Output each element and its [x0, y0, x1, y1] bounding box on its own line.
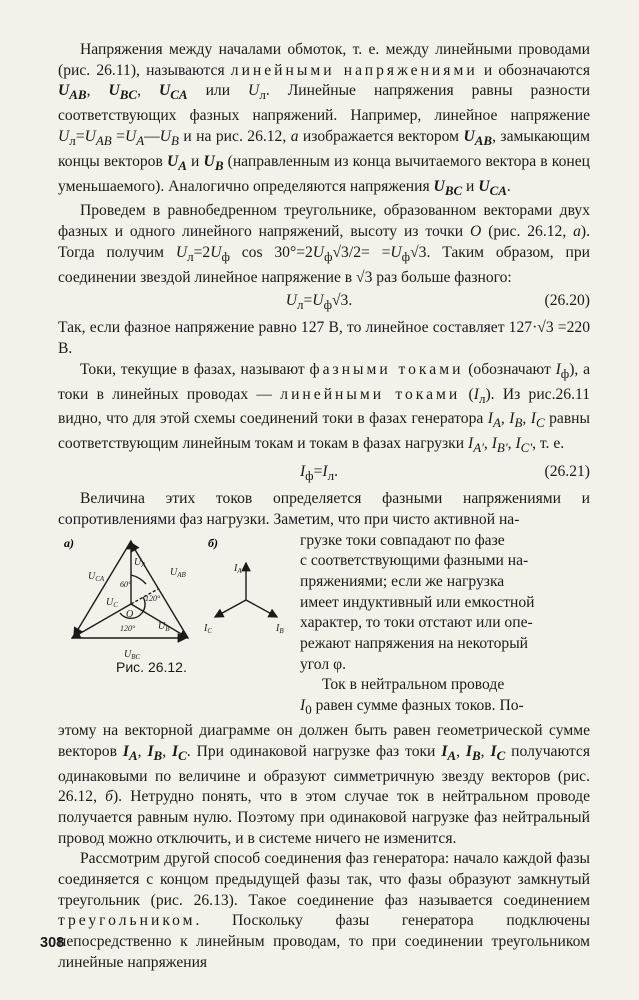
label-ub: $U_B$: [158, 620, 170, 633]
label-uca: $U_{CA}$: [88, 570, 105, 583]
arc-60: [131, 575, 146, 584]
label-b: б): [208, 535, 218, 550]
label-ib: $I_B$: [276, 622, 284, 635]
equation-number: (26.20): [544, 292, 590, 310]
side-text: [288, 531, 590, 721]
body-text: [58, 40, 590, 974]
paragraph-linear-voltages: Напряжения между началами обмоток, т. е. между линейными проводами (рис. 26.11), называются линейными напряжениями и обозначаются $U_{AB}$, $U_{BC}$, $U_{CA}$ или $U_л$. Линейные напряжения равны разности соответствующих фазных напряжений. Например, линейное напряжение $U_л=U_{AB}$ $=U_A—U_B$ и на рис. 26.12, а изображается вектором $U_{AB}$, замыкающим концы векторов $U_A$ и $U_B$ (направленным из конца вычитаемого вектора в конец уменьшаемого). Аналогично определяются напряжения $U_{BC}$ и $U_{CA}$.: [58, 41, 591, 198]
paragraph-neutral-current: этому на векторной диаграмме он должен быть равен геометрической сумме векторов $I_A$, $I_B$, $I_C$. При одинаковой нагрузке фаз токи $I_A$, $I_B$, $I_C$ получаются одинаковыми по величине и образуют симметричную звезду векторов (рис. 26.12, б). Нетрудно понять, что в этом случае ток в нейтральном проводе получается равным нулю. Поэтому при одинаковой нагрузке фаз нейтральный провод можно отключить, и в системе ничего не изменится.: [58, 722, 590, 847]
equation-number: (26.21): [544, 463, 590, 481]
vector-ib: [246, 600, 277, 617]
page-number: 308: [40, 935, 65, 951]
label-a: а): [64, 535, 74, 550]
label-120-a: 120°: [145, 593, 161, 603]
side-line: пряжениями; если же нагрузка: [300, 572, 505, 590]
label-120-b: 120°: [120, 623, 136, 633]
label-60: 60°: [120, 579, 132, 589]
label-ua: $U_A$: [134, 556, 146, 569]
paragraph-currents-magnitude: Величина этих токов определяется фазными напряжениями и сопротивлениями фаз нагрузки. Заметим, что при чисто активной на-: [58, 490, 590, 528]
side-line: $I_0$ равен сумме фазных токов. По-: [300, 697, 524, 718]
paragraph-example: Так, если фазное напряжение равно 127 В, то линейное составляет 127·√3 =220 В.: [58, 319, 590, 358]
figure-caption: Рис. 26.12.: [116, 658, 187, 675]
label-uab: $U_{AB}$: [170, 566, 186, 579]
figure-26-12: [58, 535, 288, 685]
side-line: с соответствующими фазными на-: [300, 552, 529, 570]
side-line: угол φ.: [300, 655, 346, 673]
side-line: характер, то токи отстают или опе-: [300, 614, 533, 632]
side-line: грузке токи совпадают по фазе: [300, 531, 505, 549]
side-line: режают напряжения на некоторый: [300, 635, 529, 653]
equation-26-20: $U_л=U_ф√3$. (26.20): [58, 290, 590, 316]
diagram-b: [215, 563, 277, 617]
equation-26-21: $I_ф=I_л$. (26.21): [58, 461, 590, 487]
label-o: O: [126, 608, 134, 620]
side-line: Ток в нейтральном проводе: [322, 676, 505, 694]
label-ic: $I_C$: [204, 622, 213, 635]
label-uc: $U_C$: [106, 596, 118, 609]
paragraph-delta-connection: Рассмотрим другой способ соединения фаз генератора: начало каждой фазы соединяется с концом предыдущей фазы так, что фазы образуют замкнутый треугольник (рис. 26.13). Такое соединение фаз называется соединением треугольником. Поскольку фазы генератора подключены непосредственно к линейным проводам, то при соединении треугольником линейные напряжения: [58, 850, 590, 971]
side-line: имеет индуктивный или емкостной: [300, 593, 535, 611]
paragraph-triangle-height: Проведем в равнобедренном треугольнике, образованном векторами двух фазных и одного линейного напряжений, высоту из точки О (рис. 26.12, а). Тогда получим $U_л=2U_ф$ $\cos 30^\circ=2U_ф√3/2= =U_ф√3$. Таким образом, при соединении звездой линейное напряжение в √3 раз больше фазного:: [58, 202, 591, 286]
label-ubc: $U_{BC}$: [124, 648, 141, 661]
figure-row: [58, 531, 590, 721]
vector-ic: [215, 600, 246, 617]
label-ia: $I_A$: [234, 562, 242, 575]
paragraph-phase-currents: Токи, текущие в фазах, называют фазными токами (обозначают $I_ф$), а токи в линейных проводах — линейными токами $(I_л)$. Из рис.26.11 видно, что для этой схемы соединений токи в фазах генератора $I_A$, $I_B$, $I_C$ равны соответствующим линейным токам и токам в фазах нагрузки $I_{A'}$, $I_{B'}$, $I_{C'}$, т. е.: [58, 360, 591, 456]
